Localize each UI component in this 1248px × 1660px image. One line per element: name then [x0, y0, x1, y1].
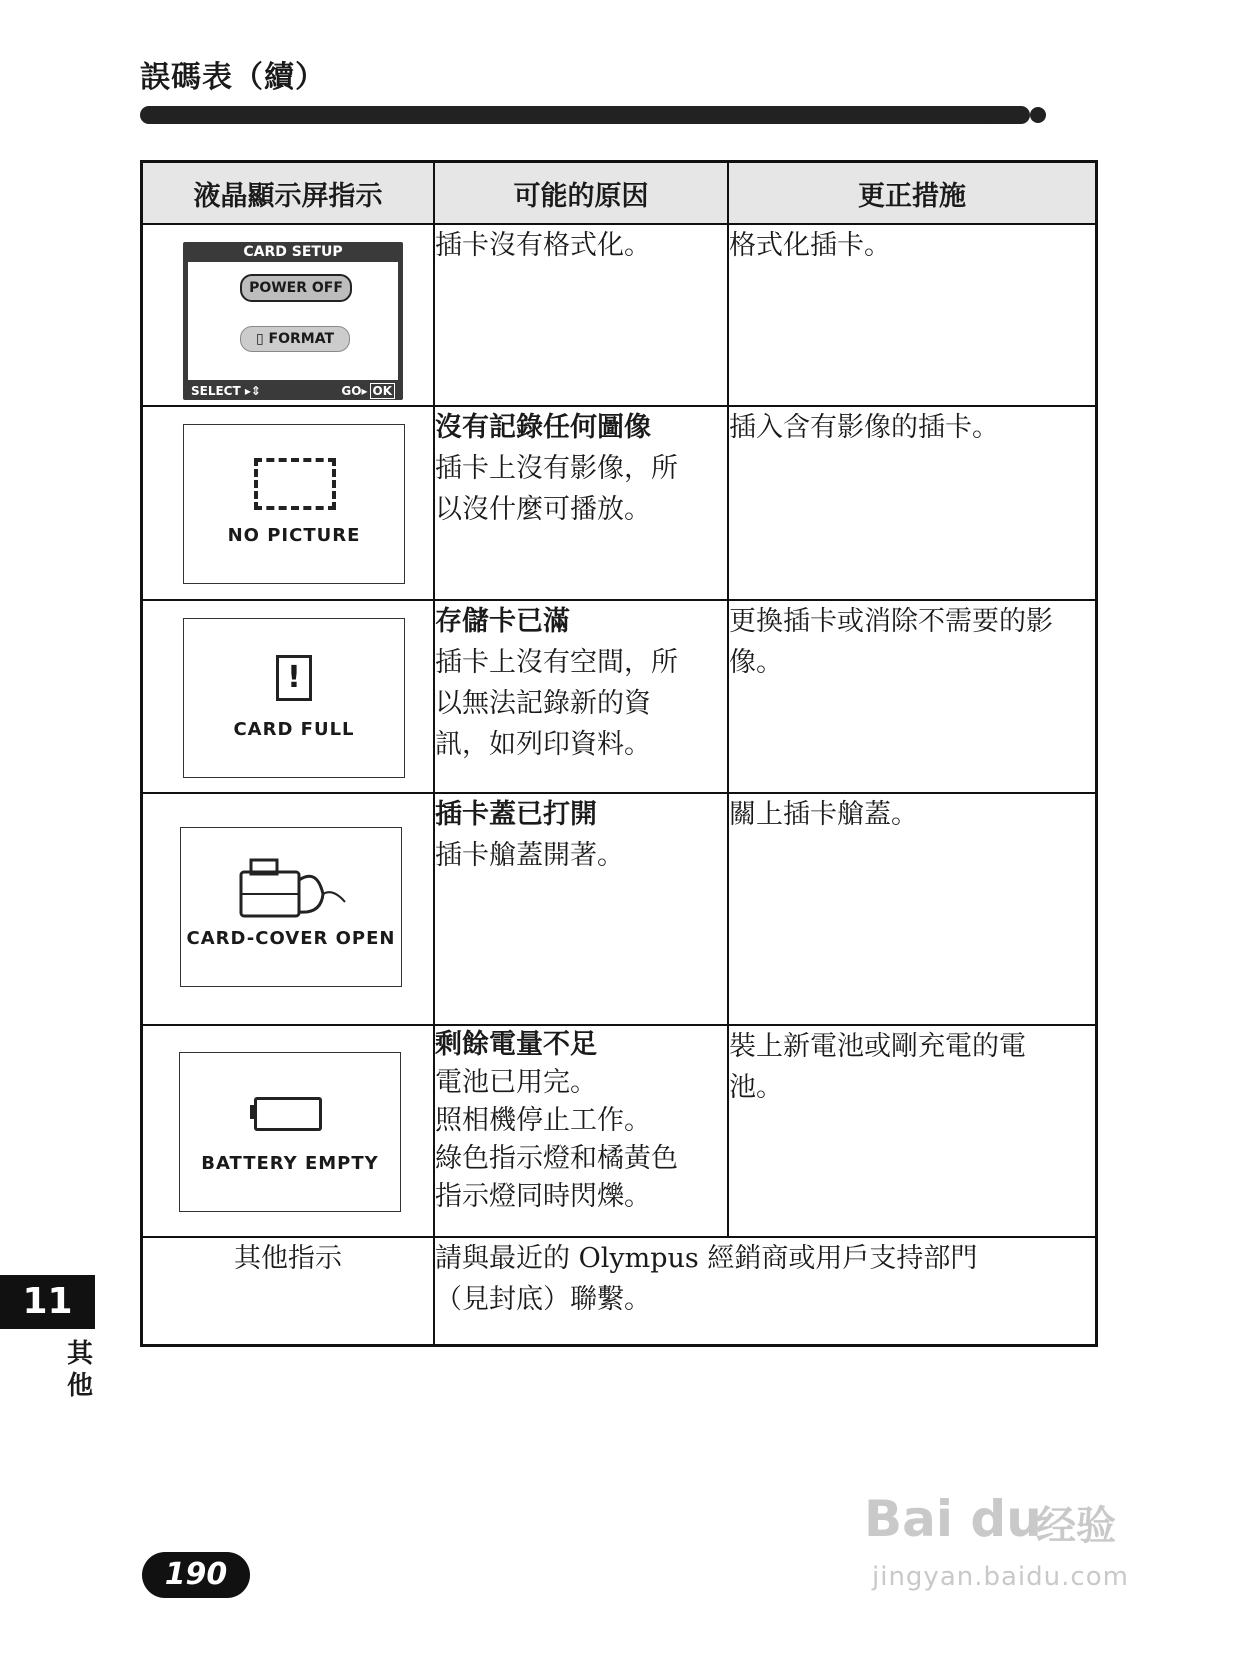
fix-line: 像。 — [729, 647, 783, 678]
lcd-cell — [142, 600, 435, 793]
cause-line: 指示燈同時閃爍。 — [435, 1181, 651, 1212]
lcd-cell — [142, 406, 435, 600]
title-rule — [140, 106, 1030, 124]
lcd-label: CARD-COVER OPEN — [186, 928, 396, 949]
cause-line: 插卡沒有格式化。 — [435, 230, 651, 261]
other-label: 其他指示 — [234, 1243, 342, 1274]
table-row — [142, 793, 1097, 1025]
camera-cover-open-icon — [237, 850, 357, 926]
fix-cell — [728, 600, 1097, 793]
baidu-watermark — [858, 1450, 1158, 1610]
cause-line: 電池已用完。 — [435, 1067, 597, 1098]
card-setup-screen — [183, 242, 403, 400]
other-label-cell — [142, 1237, 435, 1345]
cause-cell — [434, 224, 728, 406]
ok-badge: OK — [370, 383, 396, 399]
header-cause: 可能的原因 — [434, 162, 728, 225]
fix-cell — [728, 406, 1097, 600]
format-button — [240, 326, 350, 352]
cause-line: 插卡上沒有空間，所 — [435, 647, 678, 678]
cause-cell — [434, 1025, 728, 1237]
header-fix: 更正措施 — [728, 162, 1097, 225]
lcd-cell — [142, 224, 435, 406]
fix-line: 格式化插卡。 — [729, 230, 891, 261]
battery-empty-screen — [179, 1052, 401, 1212]
arrow-updown-icon: ▸⇕ — [240, 384, 261, 398]
other-action-cell — [434, 1237, 1097, 1345]
cause-title: 插卡蓋已打開 — [435, 799, 597, 830]
cause-title: 剩餘電量不足 — [435, 1029, 597, 1060]
table-row — [142, 406, 1097, 600]
fix-line: 裝上新電池或剛充電的電 — [729, 1031, 1026, 1062]
rule-dot-3 — [1030, 107, 1046, 123]
page-number: 190 — [142, 1552, 250, 1598]
chapter-tab-number: 11 — [0, 1275, 95, 1329]
lcd-label: NO PICTURE — [227, 525, 361, 546]
cause-line: 插卡艙蓋開著。 — [435, 840, 624, 871]
rule-dot-1 — [988, 107, 1004, 123]
arrow-right-icon: ▸ — [361, 384, 368, 398]
error-code-table — [140, 160, 1098, 1347]
cause-line: 以無法記錄新的資 — [435, 688, 651, 719]
format-label: FORMAT — [268, 331, 335, 347]
battery-empty-icon — [254, 1097, 322, 1131]
lcd-cell — [142, 1025, 435, 1237]
fix-cell — [728, 224, 1097, 406]
lcd-label: BATTERY EMPTY — [201, 1153, 379, 1174]
watermark-cn: 经验 — [1036, 1503, 1116, 1549]
power-off-button: POWER OFF — [240, 274, 352, 302]
go-label: GO — [341, 384, 362, 398]
chapter-tab-label: 其他 — [67, 1339, 94, 1401]
fix-cell — [728, 793, 1097, 1025]
cause-line: 以沒什麼可播放。 — [435, 494, 651, 525]
table-row — [142, 1025, 1097, 1237]
fix-line: 池。 — [729, 1072, 783, 1103]
card-full-screen — [183, 618, 405, 778]
card-icon: ▯ — [255, 331, 269, 347]
card-warning-icon: ! — [276, 655, 312, 701]
cause-title: 存儲卡已滿 — [435, 606, 570, 637]
cause-line: 照相機停止工作。 — [435, 1105, 651, 1136]
fix-cell — [728, 1025, 1097, 1237]
table-row — [142, 600, 1097, 793]
card-cover-open-screen — [180, 827, 402, 987]
fix-line: 插入含有影像的插卡。 — [729, 412, 999, 443]
table-row — [142, 224, 1097, 406]
lcd-label: CARD FULL — [233, 719, 355, 740]
header-lcd: 液晶顯示屏指示 — [142, 162, 435, 225]
cause-title: 沒有記錄任何圖像 — [435, 412, 651, 443]
cause-line: 綠色指示燈和橘黃色 — [435, 1143, 678, 1174]
screen-footer — [191, 384, 395, 398]
table-header-row — [142, 162, 1097, 225]
cause-line: 訊，如列印資料。 — [435, 729, 651, 760]
fix-line: 關上插卡艙蓋。 — [729, 799, 918, 830]
page-title: 誤碼表（續） — [140, 60, 326, 95]
lcd-cell — [142, 793, 435, 1025]
other-line: （見封底）聯繫。 — [435, 1284, 651, 1315]
rule-dot-2 — [1009, 107, 1025, 123]
other-line: 請與最近的 Olympus 經銷商或用戶支持部門 — [435, 1243, 978, 1274]
cause-line: 插卡上沒有影像，所 — [435, 453, 678, 484]
table-row — [142, 1237, 1097, 1345]
cause-cell — [434, 406, 728, 600]
cause-cell — [434, 600, 728, 793]
screen-title: CARD SETUP — [243, 244, 343, 260]
dashed-frame-icon — [254, 458, 336, 510]
watermark-logo: Bai du — [864, 1490, 1042, 1548]
fix-line: 更換插卡或消除不需要的影 — [729, 606, 1053, 637]
watermark-url: jingyan.baidu.com — [872, 1562, 1129, 1592]
select-label: SELECT — [191, 384, 241, 398]
cause-cell — [434, 793, 728, 1025]
no-picture-screen — [183, 424, 405, 584]
